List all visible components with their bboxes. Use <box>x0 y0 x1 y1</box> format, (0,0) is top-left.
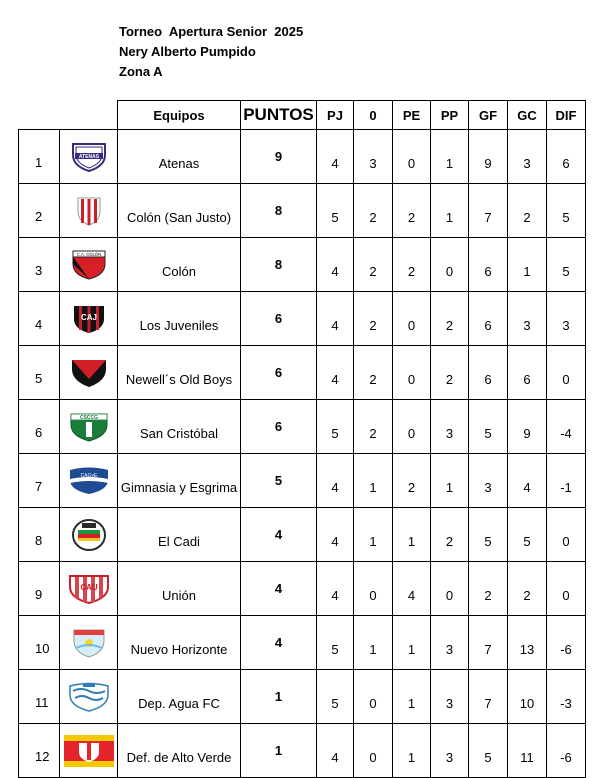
team-name-cell: Newell´s Old Boys <box>118 346 241 400</box>
svg-text:CAU: CAU <box>79 582 98 592</box>
position-cell: 2 <box>19 184 60 238</box>
zone-label: Zona A <box>119 64 163 79</box>
goal-diff-cell: 0 <box>547 346 586 400</box>
drawn-cell: 2 <box>393 238 431 292</box>
goals-for-cell: 7 <box>469 184 508 238</box>
lost-cell: 0 <box>431 238 469 292</box>
goals-for-cell: 6 <box>469 346 508 400</box>
svg-text:C.A. COLÓN: C.A. COLÓN <box>76 251 101 257</box>
drawn-cell: 1 <box>393 616 431 670</box>
played-cell: 4 <box>317 238 354 292</box>
header-gc: GC <box>508 101 547 130</box>
header-gf: GF <box>469 101 508 130</box>
played-cell: 4 <box>317 562 354 616</box>
played-cell: 4 <box>317 454 354 508</box>
lost-cell: 3 <box>431 616 469 670</box>
lost-cell: 0 <box>431 562 469 616</box>
header-logo-blank <box>60 101 118 130</box>
position-cell: 11 <box>19 670 60 724</box>
points-cell: 5 <box>241 454 317 508</box>
drawn-cell: 2 <box>393 454 431 508</box>
goal-diff-cell: 5 <box>547 238 586 292</box>
team-name-cell: Gimnasia y Esgrima <box>118 454 241 508</box>
drawn-cell: 0 <box>393 292 431 346</box>
table-row <box>19 238 586 292</box>
svg-text:CSCCG: CSCCG <box>79 414 98 421</box>
goals-for-cell: 7 <box>469 670 508 724</box>
won-cell: 0 <box>354 724 393 778</box>
won-cell: 0 <box>354 562 393 616</box>
team-name-cell: Dep. Agua FC <box>118 670 241 724</box>
goal-diff-cell: -1 <box>547 454 586 508</box>
position-cell: 3 <box>19 238 60 292</box>
atenas-shield-icon <box>60 130 118 184</box>
position-cell: 1 <box>19 130 60 184</box>
won-cell: 3 <box>354 130 393 184</box>
tournament-subtitle: Nery Alberto Pumpido <box>119 44 256 59</box>
drawn-cell: 0 <box>393 346 431 400</box>
goal-diff-cell: 3 <box>547 292 586 346</box>
won-cell: 1 <box>354 616 393 670</box>
alto-verde-banner-icon <box>60 724 118 778</box>
won-cell: 0 <box>354 670 393 724</box>
goal-diff-cell: 0 <box>547 562 586 616</box>
points-cell: 4 <box>241 562 317 616</box>
gimnasia-shield-icon <box>60 454 118 508</box>
svg-text:ATENAS: ATENAS <box>78 153 99 160</box>
header-row <box>19 101 586 130</box>
header-equipos: Equipos <box>118 101 241 130</box>
standings-table <box>18 100 586 778</box>
points-cell: 9 <box>241 130 317 184</box>
won-cell: 1 <box>354 508 393 562</box>
header-dif: DIF <box>547 101 586 130</box>
table-row <box>19 562 586 616</box>
table-row <box>19 346 586 400</box>
goals-against-cell: 3 <box>508 292 547 346</box>
team-name-cell: Colón (San Justo) <box>118 184 241 238</box>
goals-for-cell: 6 <box>469 238 508 292</box>
table-row <box>19 508 586 562</box>
goals-against-cell: 4 <box>508 454 547 508</box>
colon-shield-icon <box>60 238 118 292</box>
header-pe: PE <box>393 101 431 130</box>
lost-cell: 2 <box>431 508 469 562</box>
goal-diff-cell: 0 <box>547 508 586 562</box>
agua-fc-shield-icon <box>60 670 118 724</box>
team-name-cell: Los Juveniles <box>118 292 241 346</box>
team-name-cell: Atenas <box>118 130 241 184</box>
goals-for-cell: 5 <box>469 724 508 778</box>
team-name-cell: Colón <box>118 238 241 292</box>
goals-against-cell: 1 <box>508 238 547 292</box>
goals-against-cell: 9 <box>508 400 547 454</box>
goals-for-cell: 6 <box>469 292 508 346</box>
drawn-cell: 2 <box>393 184 431 238</box>
goals-against-cell: 5 <box>508 508 547 562</box>
drawn-cell: 1 <box>393 508 431 562</box>
played-cell: 4 <box>317 508 354 562</box>
lost-cell: 2 <box>431 346 469 400</box>
team-name-cell: San Cristóbal <box>118 400 241 454</box>
goals-against-cell: 6 <box>508 346 547 400</box>
header-g: 0 <box>354 101 393 130</box>
header-pj: PJ <box>317 101 354 130</box>
goals-against-cell: 11 <box>508 724 547 778</box>
drawn-cell: 1 <box>393 670 431 724</box>
won-cell: 2 <box>354 346 393 400</box>
goals-for-cell: 5 <box>469 400 508 454</box>
team-name-cell: El Cadi <box>118 508 241 562</box>
points-cell: 6 <box>241 346 317 400</box>
played-cell: 4 <box>317 346 354 400</box>
table-row <box>19 724 586 778</box>
goal-diff-cell: -6 <box>547 616 586 670</box>
position-cell: 8 <box>19 508 60 562</box>
svg-text:CAGyE: CAGyE <box>80 472 97 479</box>
juveniles-shield-icon <box>60 292 118 346</box>
goal-diff-cell: -3 <box>547 670 586 724</box>
lost-cell: 1 <box>431 130 469 184</box>
goal-diff-cell: -6 <box>547 724 586 778</box>
table-row <box>19 292 586 346</box>
won-cell: 2 <box>354 238 393 292</box>
goal-diff-cell: 5 <box>547 184 586 238</box>
position-cell: 4 <box>19 292 60 346</box>
played-cell: 5 <box>317 184 354 238</box>
lost-cell: 1 <box>431 454 469 508</box>
drawn-cell: 0 <box>393 400 431 454</box>
played-cell: 5 <box>317 670 354 724</box>
points-cell: 4 <box>241 508 317 562</box>
points-cell: 8 <box>241 238 317 292</box>
lost-cell: 1 <box>431 184 469 238</box>
goals-for-cell: 3 <box>469 454 508 508</box>
header-puntos: PUNTOS <box>241 101 317 130</box>
nuevo-horizonte-shield-icon <box>60 616 118 670</box>
team-name-cell: Nuevo Horizonte <box>118 616 241 670</box>
points-cell: 6 <box>241 292 317 346</box>
drawn-cell: 0 <box>393 130 431 184</box>
lost-cell: 2 <box>431 292 469 346</box>
lost-cell: 3 <box>431 400 469 454</box>
table-row <box>19 400 586 454</box>
team-name-cell: Unión <box>118 562 241 616</box>
points-cell: 6 <box>241 400 317 454</box>
table-row <box>19 616 586 670</box>
san-cristobal-shield-icon <box>60 400 118 454</box>
table-row <box>19 130 586 184</box>
header-pos-blank <box>19 101 60 130</box>
table-row <box>19 454 586 508</box>
position-cell: 12 <box>19 724 60 778</box>
svg-text:CAJ: CAJ <box>80 312 97 322</box>
tournament-title: Torneo Apertura Senior 2025 <box>119 24 304 39</box>
played-cell: 4 <box>317 724 354 778</box>
lost-cell: 3 <box>431 724 469 778</box>
points-cell: 8 <box>241 184 317 238</box>
goals-for-cell: 5 <box>469 508 508 562</box>
played-cell: 5 <box>317 616 354 670</box>
union-shield-icon <box>60 562 118 616</box>
lost-cell: 3 <box>431 670 469 724</box>
position-cell: 10 <box>19 616 60 670</box>
won-cell: 2 <box>354 184 393 238</box>
goal-diff-cell: 6 <box>547 130 586 184</box>
played-cell: 5 <box>317 400 354 454</box>
position-cell: 9 <box>19 562 60 616</box>
goals-against-cell: 3 <box>508 130 547 184</box>
team-name-cell: Def. de Alto Verde <box>118 724 241 778</box>
won-cell: 2 <box>354 400 393 454</box>
goals-against-cell: 13 <box>508 616 547 670</box>
position-cell: 7 <box>19 454 60 508</box>
position-cell: 5 <box>19 346 60 400</box>
played-cell: 4 <box>317 130 354 184</box>
goals-for-cell: 7 <box>469 616 508 670</box>
points-cell: 4 <box>241 616 317 670</box>
drawn-cell: 4 <box>393 562 431 616</box>
played-cell: 4 <box>317 292 354 346</box>
won-cell: 1 <box>354 454 393 508</box>
position-cell: 6 <box>19 400 60 454</box>
header-pp: PP <box>431 101 469 130</box>
goal-diff-cell: -4 <box>547 400 586 454</box>
newells-shield-icon <box>60 346 118 400</box>
won-cell: 2 <box>354 292 393 346</box>
points-cell: 1 <box>241 724 317 778</box>
colon-sj-shield-icon <box>60 184 118 238</box>
goals-for-cell: 9 <box>469 130 508 184</box>
cadi-crest-icon <box>60 508 118 562</box>
goals-against-cell: 2 <box>508 562 547 616</box>
goals-against-cell: 10 <box>508 670 547 724</box>
table-row <box>19 184 586 238</box>
goals-against-cell: 2 <box>508 184 547 238</box>
drawn-cell: 1 <box>393 724 431 778</box>
table-row <box>19 670 586 724</box>
goals-for-cell: 2 <box>469 562 508 616</box>
points-cell: 1 <box>241 670 317 724</box>
